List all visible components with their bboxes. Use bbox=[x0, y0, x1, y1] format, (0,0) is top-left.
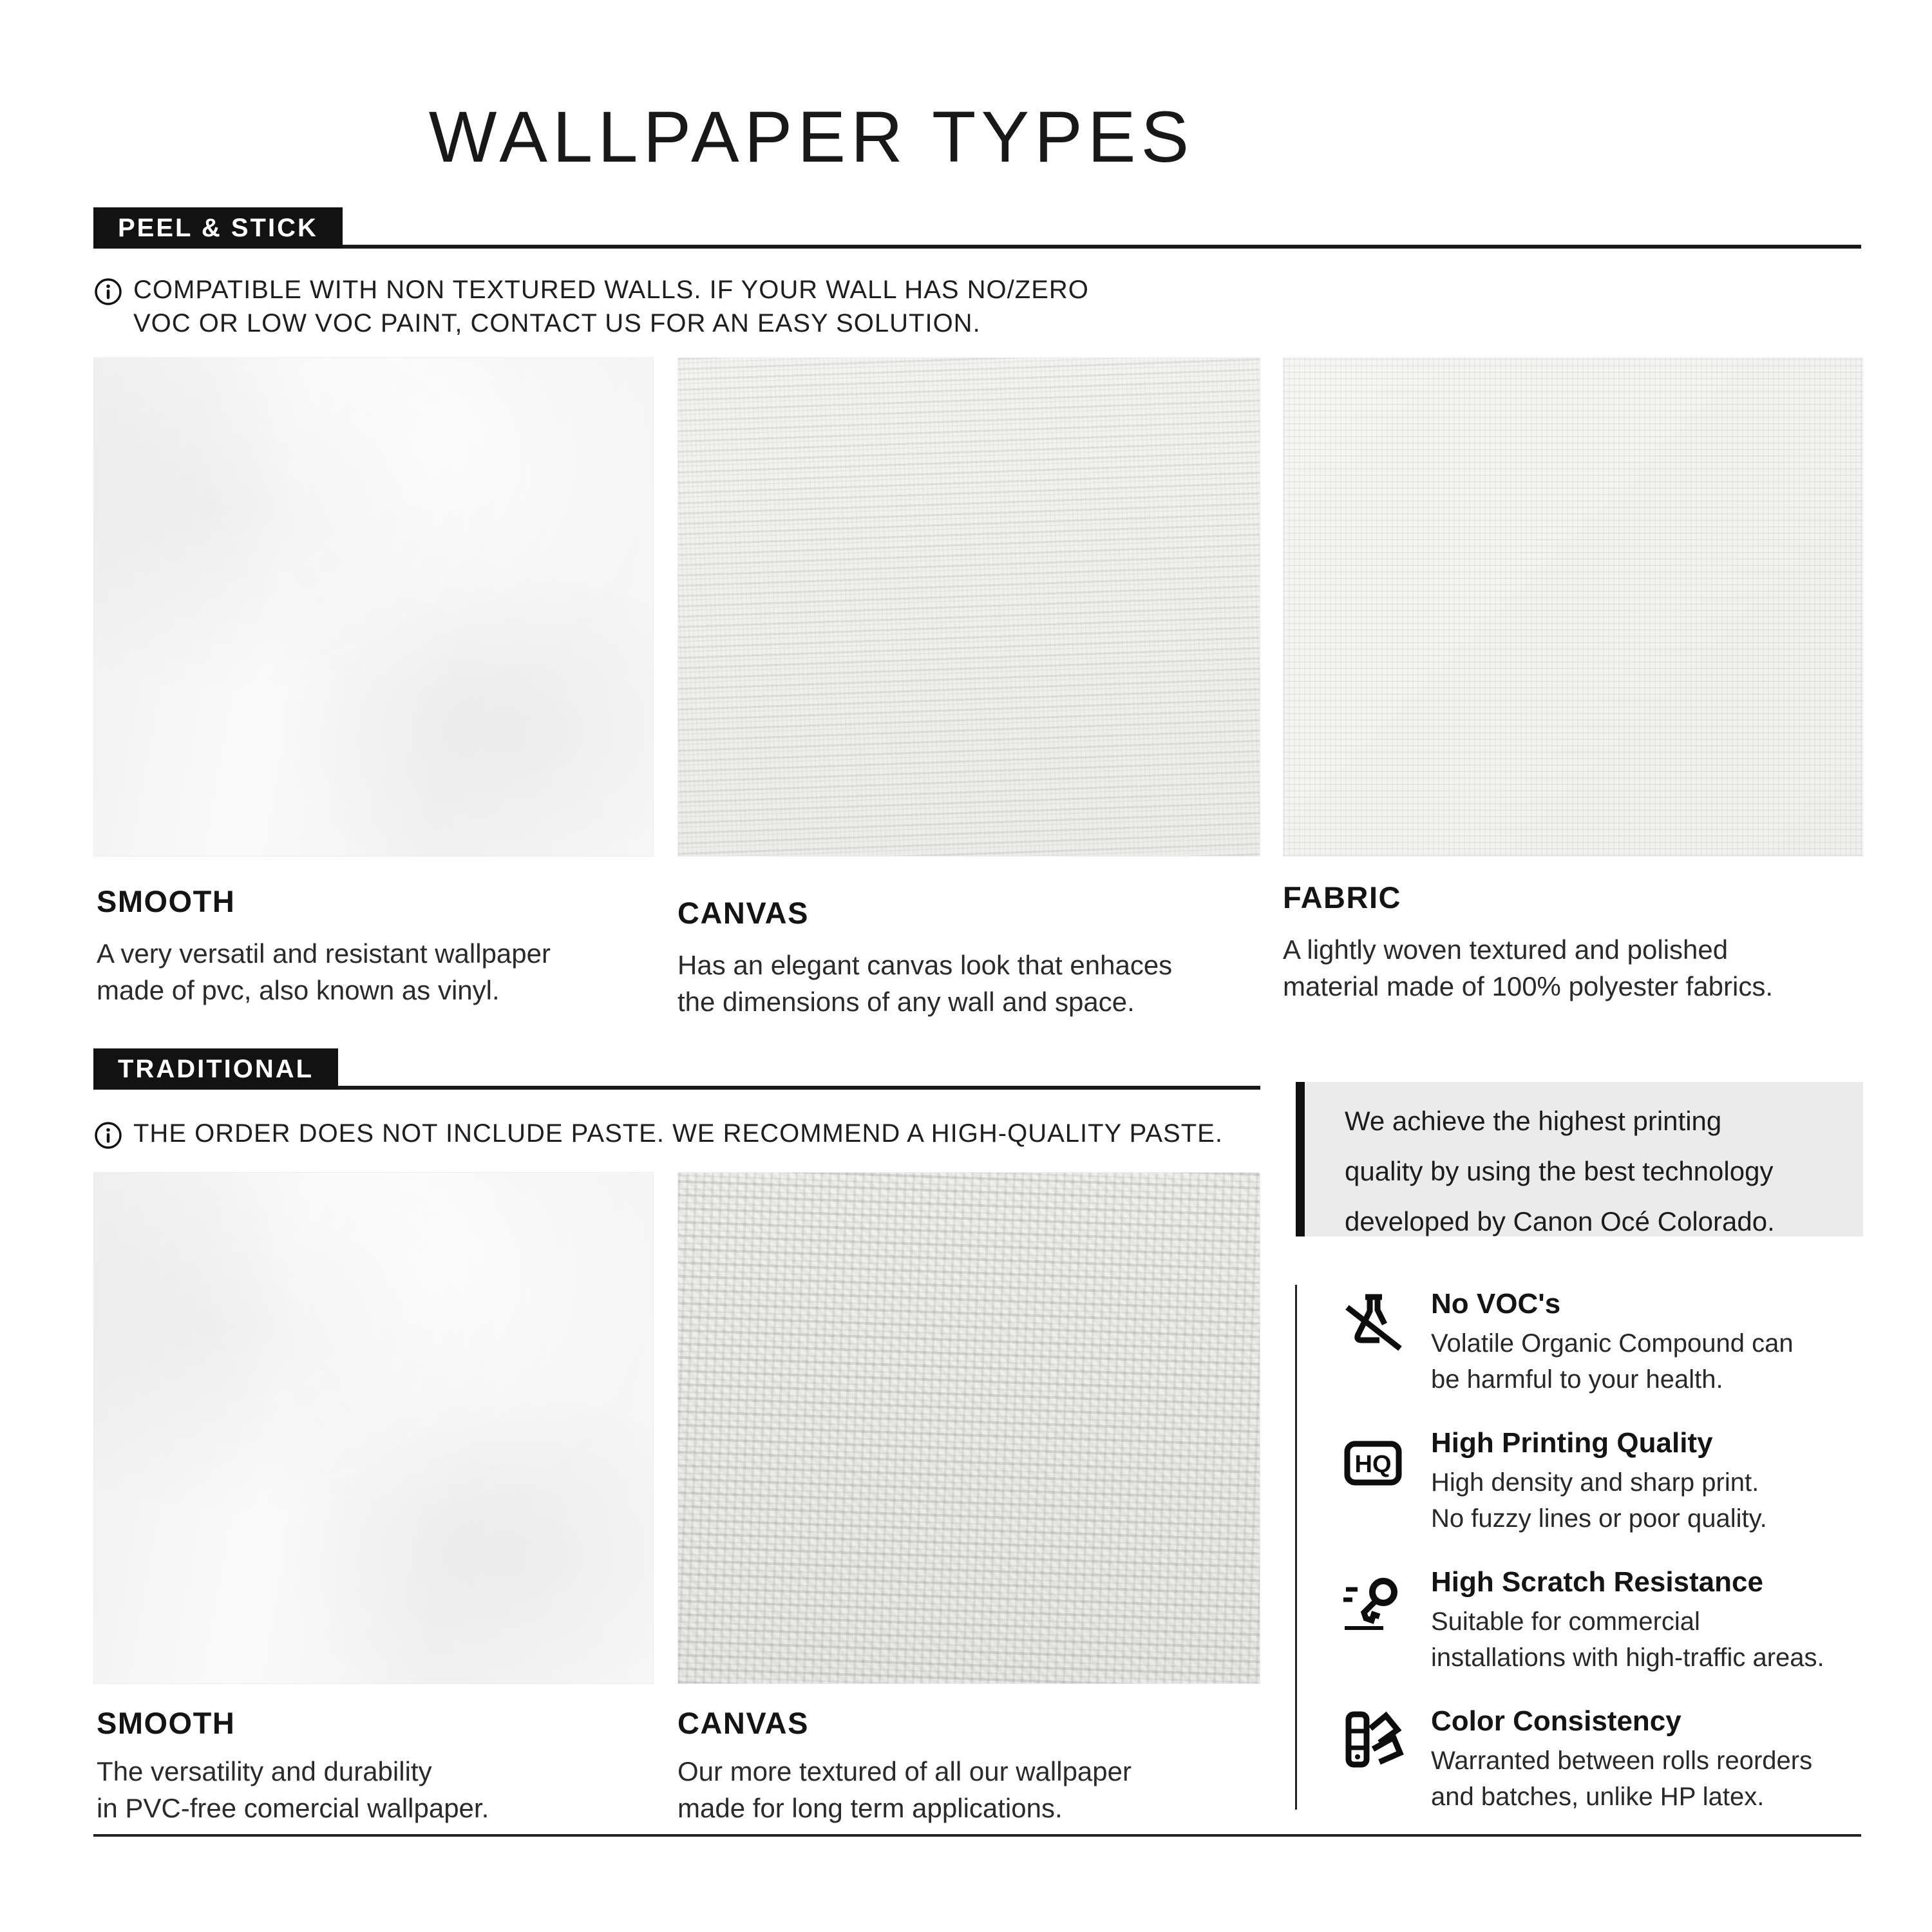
type-name-canvas-traditional: CANVAS bbox=[677, 1706, 809, 1740]
desc-line: installations with high-traffic areas. bbox=[1431, 1643, 1824, 1672]
desc-line: A lightly woven textured and polished bbox=[1283, 934, 1728, 965]
desc-line: made of pvc, also known as vinyl. bbox=[97, 975, 500, 1005]
desc-line: and batches, unlike HP latex. bbox=[1431, 1783, 1765, 1811]
quality-panel bbox=[1305, 1082, 1863, 1236]
smooth-texture-image bbox=[93, 357, 654, 857]
canvas-traditional-texture-image bbox=[677, 1172, 1260, 1684]
fabric-texture-image bbox=[1283, 357, 1863, 857]
desc-line: Warranted between rolls reorders bbox=[1431, 1747, 1813, 1775]
desc-line: be harmful to your health. bbox=[1431, 1365, 1723, 1394]
desc-line: No fuzzy lines or poor quality. bbox=[1431, 1504, 1767, 1533]
feature-desc bbox=[1431, 1743, 1812, 1815]
type-name-fabric: FABRIC bbox=[1283, 880, 1401, 914]
peel-stick-rule bbox=[93, 245, 1861, 249]
no-voc-flask-icon bbox=[1341, 1292, 1405, 1356]
feature-desc bbox=[1431, 1464, 1767, 1537]
type-desc bbox=[97, 935, 551, 1009]
scratch-key-icon bbox=[1341, 1570, 1405, 1634]
page-title: WALLPAPER TYPES bbox=[428, 97, 1195, 177]
desc-line: the dimensions of any wall and space. bbox=[677, 987, 1135, 1017]
desc-line: Volatile Organic Compound can bbox=[1431, 1329, 1794, 1358]
feature-title: No VOC's bbox=[1431, 1288, 1561, 1320]
canvas-texture-image bbox=[677, 357, 1260, 857]
desc-line: in PVC-free comercial wallpaper. bbox=[97, 1793, 489, 1823]
traditional-badge: TRADITIONAL bbox=[93, 1048, 338, 1090]
feature-desc bbox=[1431, 1604, 1824, 1676]
type-desc bbox=[677, 947, 1172, 1020]
quality-note-line: developed by Canon Océ Colorado. bbox=[1345, 1206, 1775, 1236]
info-icon bbox=[93, 277, 123, 307]
type-name-smooth-traditional: SMOOTH bbox=[97, 1706, 236, 1740]
note-line: COMPATIBLE WITH NON TEXTURED WALLS. IF YOUR WALL HAS NO/ZERO bbox=[133, 276, 1089, 304]
note-line: THE ORDER DOES NOT INCLUDE PASTE. WE RECOMMEND A HIGH-QUALITY PASTE. bbox=[133, 1119, 1223, 1148]
smooth-traditional-texture-image bbox=[93, 1172, 654, 1684]
desc-line: Our more textured of all our wallpaper bbox=[677, 1756, 1132, 1786]
quality-note-line: quality by using the best technology bbox=[1345, 1156, 1774, 1186]
feature-title: Color Consistency bbox=[1431, 1705, 1681, 1737]
feature-desc bbox=[1431, 1325, 1794, 1397]
note-line: VOC OR LOW VOC PAINT, CONTACT US FOR AN EASY SOLUTION. bbox=[133, 309, 981, 337]
type-name-smooth: SMOOTH bbox=[97, 884, 236, 918]
type-desc bbox=[677, 1753, 1132, 1826]
desc-line: Suitable for commercial bbox=[1431, 1607, 1700, 1636]
type-desc bbox=[1283, 931, 1773, 1005]
hq-badge-icon bbox=[1341, 1431, 1405, 1495]
feature-title: High Printing Quality bbox=[1431, 1427, 1713, 1459]
color-swatches-icon bbox=[1341, 1709, 1405, 1774]
desc-line: Has an elegant canvas look that enhaces bbox=[677, 950, 1173, 980]
desc-line: High density and sharp print. bbox=[1431, 1468, 1759, 1497]
desc-line: made for long term applications. bbox=[677, 1793, 1063, 1823]
info-icon bbox=[93, 1121, 123, 1150]
desc-line: A very versatil and resistant wallpaper bbox=[97, 938, 551, 969]
quality-note-line: We achieve the highest printing bbox=[1345, 1106, 1722, 1136]
desc-line: material made of 100% polyester fabrics. bbox=[1283, 971, 1774, 1001]
sidebar-divider-line bbox=[1295, 1285, 1297, 1810]
type-desc bbox=[97, 1753, 489, 1826]
desc-line: The versatility and durability bbox=[97, 1756, 432, 1786]
svg-text:HQ: HQ bbox=[1354, 1451, 1392, 1478]
bottom-rule bbox=[93, 1834, 1861, 1837]
peel-stick-badge: PEEL & STICK bbox=[93, 207, 343, 249]
quality-panel-accent-bar bbox=[1296, 1082, 1305, 1236]
feature-title: High Scratch Resistance bbox=[1431, 1566, 1763, 1598]
type-name-canvas: CANVAS bbox=[677, 896, 809, 930]
